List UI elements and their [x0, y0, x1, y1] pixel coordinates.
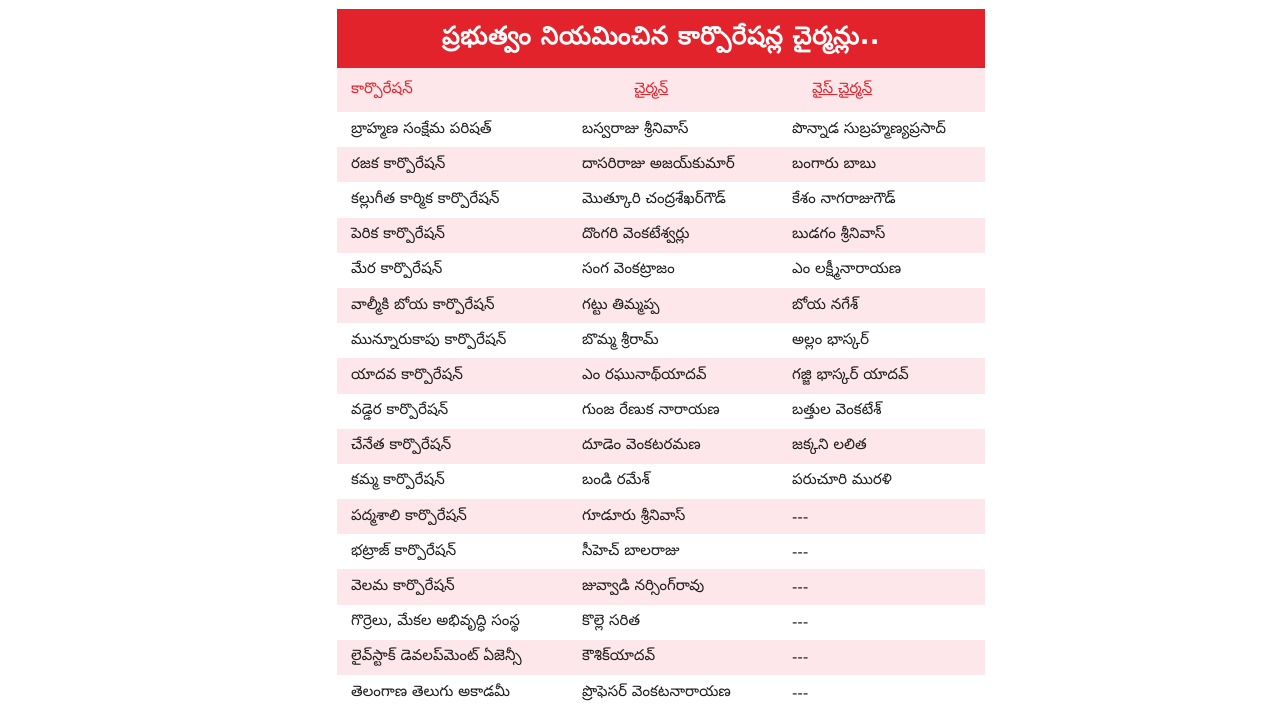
table-row: [337, 112, 985, 147]
cell-corporation: యాదవ కార్పొరేషన్: [351, 364, 463, 383]
cell-chairman: దొంగరి వెంకటేశ్వర్లు: [582, 224, 690, 243]
table-row: [337, 147, 985, 182]
cell-corporation: వడ్డెర కార్పొరేషన్: [351, 400, 449, 419]
cell-vice-chairman: ---: [792, 507, 809, 526]
cell-vice-chairman: జక్కని లలిత: [792, 435, 867, 454]
table-row: [337, 218, 985, 253]
cell-chairman: ఎం రఘునాథ్‌యాదవ్: [582, 364, 707, 383]
cell-corporation: భట్రాజ్ కార్పొరేషన్: [351, 540, 457, 559]
cell-vice-chairman: పరుచూరి మురళి: [792, 470, 892, 489]
table-row: [337, 253, 985, 288]
table-row: [337, 323, 985, 358]
corporation-table-card: [337, 9, 985, 711]
table-row: [337, 358, 985, 393]
table-row: [337, 675, 985, 710]
cell-vice-chairman: బంగారు బాబు: [792, 153, 877, 172]
table-body: [337, 112, 985, 710]
cell-vice-chairman: కేశం నాగరాజుగౌడ్: [792, 188, 896, 207]
table-row: [337, 288, 985, 323]
cell-chairman: సంగ వెంకట్రాజం: [582, 259, 675, 278]
cell-chairman: దూడెం వెంకటరమణ: [582, 435, 701, 454]
cell-chairman: బండి రమేశ్: [582, 470, 650, 489]
cell-corporation: పద్మశాలి కార్పొరేషన్: [351, 505, 467, 524]
cell-chairman: బస్వరాజు శ్రీనివాస్: [582, 118, 689, 137]
cell-chairman: మొత్కూరి చంద్రశేఖర్‌గౌడ్: [582, 188, 726, 207]
cell-corporation: వాల్మీకి బోయ కార్పొరేషన్: [351, 294, 495, 313]
cell-corporation: కమ్మ కార్పొరేషన్: [351, 470, 445, 489]
cell-chairman: దాసరిరాజు అజయ్‌కుమార్: [582, 153, 735, 172]
cell-vice-chairman: ---: [792, 613, 809, 632]
cell-chairman: గట్టు తిమ్మప్ప: [582, 294, 660, 313]
cell-vice-chairman: ఎం లక్ష్మీనారాయణ: [792, 259, 902, 278]
cell-vice-chairman: ---: [792, 542, 809, 561]
cell-vice-chairman: ---: [792, 648, 809, 667]
table-row: [337, 429, 985, 464]
cell-corporation: రజక కార్పొరేషన్: [351, 153, 446, 172]
table-row: [337, 534, 985, 569]
cell-vice-chairman: బత్తుల వెంకటేశ్: [792, 400, 882, 419]
cell-corporation: లైవ్‌స్టాక్ డెవలప్‌మెంట్ ఏజెన్సీ: [351, 646, 522, 665]
cell-chairman: గుంజ రేణుక నారాయణ: [582, 400, 720, 419]
cell-corporation: బ్రాహ్మణ సంక్షేమ పరిషత్: [351, 118, 492, 137]
cell-chairman: కొల్లె సరిత: [582, 611, 641, 630]
cell-corporation: గొర్రెలు, మేకల అభివృద్ధి సంస్థ: [351, 611, 520, 630]
table-row: [337, 394, 985, 429]
cell-chairman: జువ్వాడి నర్సింగ్‌రావు: [582, 576, 705, 595]
table-row: [337, 464, 985, 499]
cell-chairman: బొమ్మ శ్రీరామ్: [582, 329, 659, 348]
cell-vice-chairman: బోయ నగేశ్: [792, 294, 859, 313]
header-corporation: కార్పొరేషన్: [351, 79, 413, 97]
cell-chairman: గూడూరు శ్రీనివాస్: [582, 505, 686, 524]
cell-corporation: తెలంగాణ తెలుగు అకాడమీ: [351, 681, 511, 700]
cell-chairman: ప్రొఫెసర్ వెంకటనారాయణ: [582, 681, 731, 700]
cell-vice-chairman: పొన్నాడ సుబ్రహ్మణ్యప్రసాద్: [792, 118, 947, 137]
table-row: [337, 182, 985, 217]
cell-corporation: వెలమ కార్పొరేషన్: [351, 576, 455, 595]
cell-corporation: కల్లుగీత కార్మిక కార్పొరేషన్: [351, 188, 500, 207]
cell-vice-chairman: బుడగం శ్రీనివాస్: [792, 224, 886, 243]
header-vice-chairman: వైస్ చైర్మన్: [812, 79, 873, 97]
table-row: [337, 499, 985, 534]
header-chairman: చైర్మన్: [634, 79, 669, 97]
cell-vice-chairman: ---: [792, 578, 809, 597]
cell-vice-chairman: గజ్జి భాస్కర్ యాదవ్: [792, 364, 909, 383]
table-row: [337, 569, 985, 604]
table-row: [337, 605, 985, 640]
cell-corporation: మున్నూరుకాపు కార్పొరేషన్: [351, 329, 507, 348]
table-header-row: [337, 68, 985, 112]
cell-vice-chairman: అల్లం భాస్కర్: [792, 329, 870, 348]
cell-chairman: సీహెచ్ బాలరాజు: [582, 540, 680, 559]
cell-corporation: పెరిక కార్పొరేషన్: [351, 224, 445, 243]
cell-vice-chairman: ---: [792, 683, 809, 702]
table-title: ప్రభుత్వం నియమించిన కార్పొరేషన్ల చైర్మన్లు..: [337, 9, 985, 68]
table-row: [337, 640, 985, 675]
cell-corporation: చేనేత కార్పొరేషన్: [351, 435, 452, 454]
cell-corporation: మేర కార్పొరేషన్: [351, 259, 443, 278]
cell-chairman: కౌశిక్‌యాదవ్: [582, 646, 656, 665]
